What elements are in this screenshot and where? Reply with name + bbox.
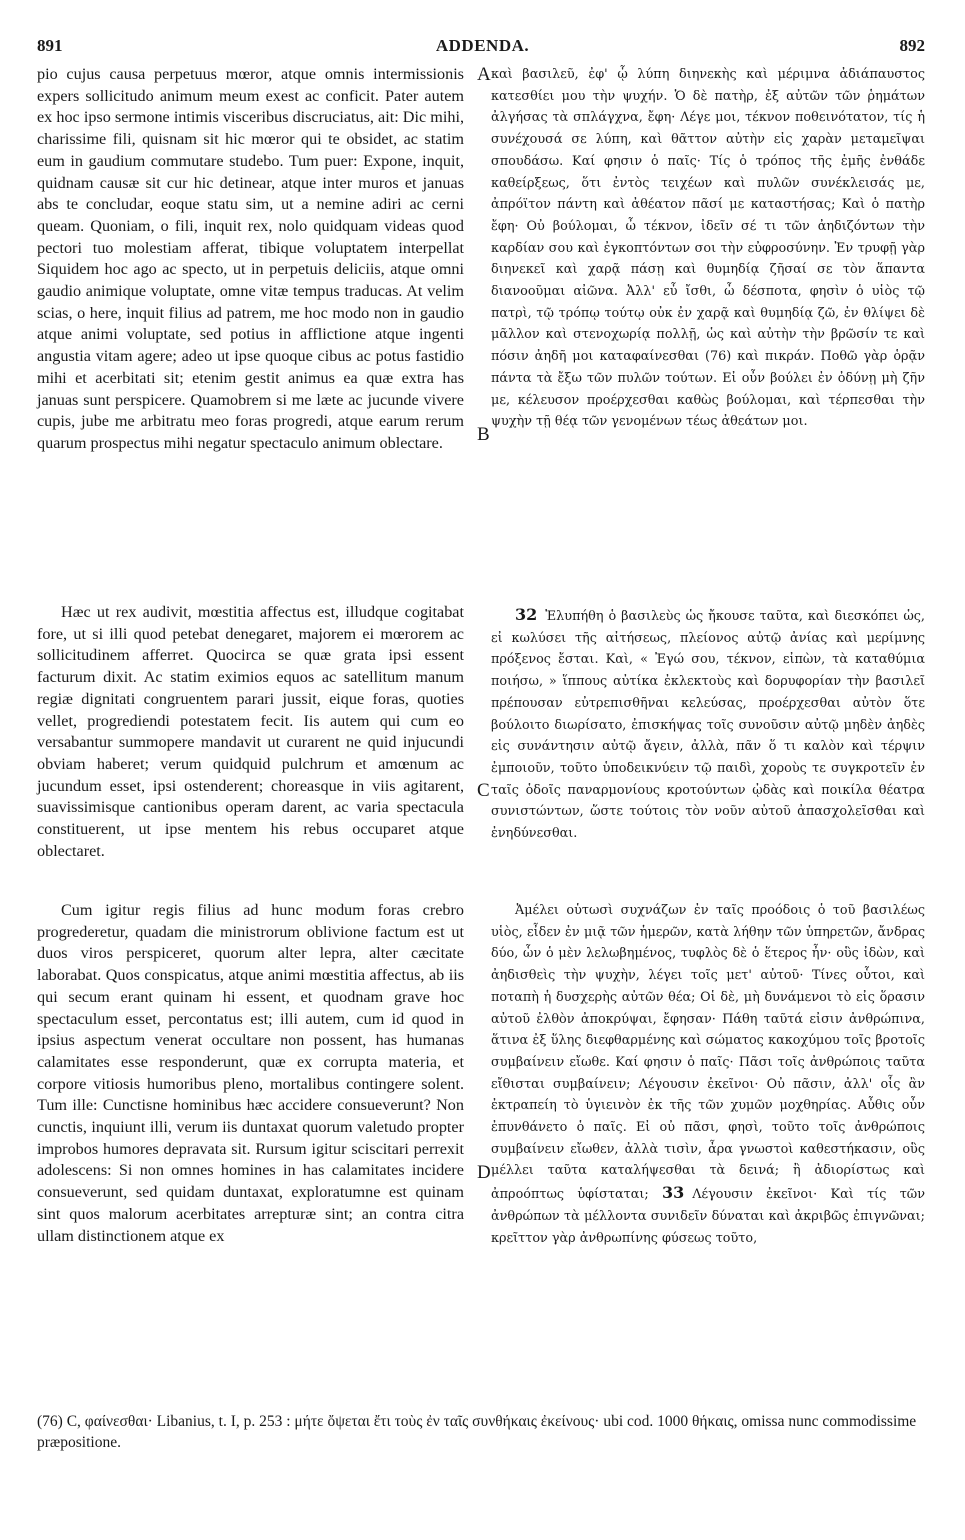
margin-letter-b: B [477,424,490,445]
latin-block-3 [37,900,464,1247]
margin-letter-d: D [477,1162,491,1183]
greek-paragraph-3: Ἀμέλει οὑτωσὶ συχνάζων ἐν ταῖς προόδοις ὁ τοῦ βασιλέως υἱὸς, εἶδεν ἐν μιᾷ τῶν ἡμερῶν, κατὰ λήθην τῶν ὑπηρετῶν, ἄνδρας δύο, ὧν ὁ μὲν λελωβημένος, τυφλὸς δὲ ὁ ἕτερος ἦν· οὓς ἰδὼν, καὶ ἀηδισθεὶς τὴν ψυχὴν, λέγει τοῖς μετ' αὐτοῦ· Τίνες οὗτοι, καὶ ποταπὴ ἡ δυσχερὴς αὐτῶν θέα; Οἱ δὲ, μὴ δυνάμενοι τὸ εἰς ὅρασιν αὐτοῦ ἐλθὸν ἀποκρύψαι, ἔφησαν· Πάθη ταῦτά εἰσιν ἀνθρώπινα, ἅτινα ἐξ ὕλης διεφθαρμένης καὶ σώματος κακοχύμου τοῖς βροτοῖς συμβαίνειν εἴωθε. Καί φησιν ὁ παῖς· Πᾶσι τοῖς ἀνθρώποις ταῦτα εἴθισται συμβαίνειν; Λέγουσιν ἐκεῖνοι· Οὐ πᾶσιν, ἀλλ' οἷς ἂν ἐκτραπείη τὸ ὑγιεινὸν ἐκ τῆς τῶν χυμῶν μοχθηρίας. Αὖθις οὖν ἐπυνθάνετο ὁ παῖς. Εἰ οὐ πᾶσι, φησὶ, τοῦτο τοῖς ἀνθρώποις συμβαίνειν εἴωθεν, ἀλλὰ τισὶν, ἆρα γνωστοὶ καθεστήκασιν, οὓς μέλλει ταῦτα καταλήψεσθαι τὰ δεινά; ἢ ἀδιορίστως καὶ ἀπροόπτως ὑφίσταται; [491,903,925,1203]
page-header [0,36,965,62]
greek-block-1 [491,64,925,433]
section-number-32: 32 [515,605,538,624]
margin-letter-a: A [477,64,491,85]
page-number-left: 891 [37,36,63,55]
greek-paragraph-1: καὶ βασιλεῦ, ἐφ' ᾧ λύπη διηνεκὴς καὶ μέριμνα ἀδιάπαυστος κατεσθίει μου τὴν ψυχήν. Ὁ δὲ πατὴρ, ἐξ αὐτῶν τῶν ῥημάτων ἀλγήσας τὰ σπλάγχνα, ἔφη· Λέγε μοι, τέκνον ποθεινότατον, τίς ἡ συνέχουσά σε λύπη, καὶ θᾶττον αὐτὴν εἰς χαρὰν μεταμεῖψαι σπουδάσω. Καί φησιν ὁ παῖς· Τίς ὁ τρόπος τῆς ἐμῆς ἐνθάδε καθείρξεως, ὅτι ἐντὸς τειχέων καὶ πυλῶν συνέκλεισάς με, ἀπρόϊτον πάντη καὶ ἀθέατον πᾶσί με καταστήσας; Καὶ ὁ πατὴρ ἔφη· Οὐ βούλομαι, ὦ τέκνον, ἰδεῖν σέ τι τῶν ἀηδιζόντων τὴν καρδίαν σου καὶ ἐγκοπτόντων σοι τὴν εὐφροσύνην. Ἐν τρυφῇ γὰρ διηνεκεῖ καὶ χαρᾷ πάσῃ καὶ θυμηδίᾳ ζῆσαί σε τὸν ἅπαντα διανοοῦμαι αἰῶνα. Ἀλλ' εὖ ἴσθι, ὦ δέσποτα, φησὶν ὁ υἱὸς τῷ πατρὶ, τῷ τρόπῳ τούτῳ οὐκ ἐν χαρᾷ καὶ θυμηδίᾳ ζῶ, ἐν θλίψει δὲ μᾶλλον καὶ στενοχωρίᾳ πολλῇ, ὡς καὶ αὐτὴν τὴν βρῶσίν τε καὶ πόσιν ἀηδῆ μοι καταφαίνεσθαι (76) καὶ πικράν. Ποθῶ γὰρ ὁρᾷν πάντα τὰ ἔξω τῶν πυλῶν τούτων. Εἰ οὖν βούλει ἐν ὀδύνῃ μὴ ζῆν με, κέλευσον προέρχεσθαι καθὼς βούλομαι, καὶ τέρπεσθαι τὴν ψυχὴν τῇ θέᾳ τῶν γενομένων τέως ἀθεάτων μοι. [491,67,925,430]
latin-paragraph-2: Hæc ut rex audivit, mœstitia affectus est, illudque cogitabat fore, ut si illi quod petebat denegaret, majorem ei mœrorem ac sollicitudinem afferret. Quocirca se quæ grata ipsi essent facturum dixit. Ac statim eximios equos ac satellitum manum regiæ dignitati congruentem parari jussit, eique foras, quoties vellet, progrediendi potestatem fecit. Iis autem qui cum eo versabantur summopere mandavit ut curarent ne quid injucundi obviam haberet; verum quidquid pulchrum et amœnum ac jucundum esset, ipsi ostenderent; choreasque in viis agitarent, suavissimisque cantionibus operam darent, ac varia spectacula constituerent, ut ipse mentem his rebus occuparet atque oblectaret. [37,603,464,860]
latin-paragraph-1: pio cujus causa perpetuus mœror, atque omnis intermissionis expers sollicitudo animum meum exest ac conficit. Pater autem ex hoc ipso sermone intimis visceribus discruciatus, ait: Dic mihi, charissime fili, quisnam sit hic mœror qui te obsidet, ac statim eum in gaudium commutare studebo. Tum puer: Expone, inquit, quidnam causæ sit cur hic detinear, atque inter muros et januas abs te concludar, eoque statu sim, ut a nemine adiri ac cerni queam. Quoniam, o fili, inquit rex, nolo quidquam videas quod pectori tuo molestiam afferat, tibique voluptatem interpellat Siquidem hoc ago ac specto, ut in perpetuis deliciis, atque omni gaudio animique voluptate, omne vitæ tempus traducas. At velim scias, o here, inquit filius ad patrem, me hoc modo non in gaudio atque animi voluptate, sed potius in afflictione atque ingenti angustia vitam agere; adeo ut ipse quoque cibus ac potus fastidio mihi et acerbitati sit; etenim gestit animus ea quæ extra has januas sunt perspicere. Quamobrem si me læte ac jucunde vivere cupis, jube me arbitratu meo foras progredi, atque earum rerum quarum prospectus mihi negatur spectaculo animum oblectare. [37,65,464,452]
section-number-33: 33 [662,1183,685,1203]
greek-paragraph-3-cont: Λέγουσιν ἐκεῖνοι· Καὶ τίς τῶν ἀνθρώπων τὰ μέλλοντα συνιδεῖν δύναται καὶ ἀκριβῶς ἐπιγνῶναι; κρεῖττον γὰρ ἀνθρωπίνης φύσεως τοῦτο, [491,1187,925,1246]
latin-block-2 [37,602,464,862]
latin-paragraph-3: Cum igitur regis filius ad hunc modum foras crebro progrederetur, quadam die ministrorum oblivione factum est ut duos viros perspiceret, quorum alter lepra, alter cæcitate laborabat. Quos conspicatus, atque animi mœstitia affectus, ab iis qui secum erant quinam hi essent, et quodnam grave hoc spectaculum esset, percontatus est; illi autem, cum id quod in ipsius aspectum venerat occultare non possent, has humanas calamitates esse responderunt, quæ ex corrupta materia, et corpore vitiosis humoribus pleno, mortalibus contingere solent. Tum ille: Cunctisne hominibus hæc accidere consueverunt? Non cunctis, inquiunt illi, verum iis duntaxat quorum valetudo propter improbos humores depravata sit. Rursum igitur sciscitari perrexit adolescens: Si non omnes homines in has calamitates incidere consueverunt, sed quidam duntaxat, exploratumne est quinam sint quos malorum acerbitates arrepturæ sint; an contra citra ullam distinctionem atque ex [37,901,464,1245]
greek-block-2 [491,604,925,845]
greek-block-3 [491,900,925,1249]
page-number-right: 892 [899,36,925,55]
greek-paragraph-2: Ἐλυπήθη ὁ βασιλεὺς ὡς ἤκουσε ταῦτα, καὶ διεσκόπει ὡς, εἰ κωλύσει τῆς αἰτήσεως, πλείονος αὐτῷ ἀνίας καὶ μερίμνης πρόξενος ἔσται. Καὶ, « Ἐγώ σου, τέκνον, εἰπὼν, τὰ καταθύμια ποιήσω, » ἵππους αὐτίκα ἐκλεκτοὺς καὶ δορυφορίαν τὴν βασιλεῖ πρέπουσαν εὐτρεπισθῆναι κελεύσας, προέρχεσθαι αὐτὸν ὅτε βούλοιτο διωρίσατο, ἐπισκήψας τοῖς συνοῦσιν αὐτῷ μηδὲν ἀηδὲς εἰς συνάντησιν αὐτῷ ἄγειν, ἀλλὰ, πᾶν ὅ τι καλὸν καὶ τέρψιν ἐμποιοῦν, τοῦτο ὑποδεικνύειν τῷ παιδὶ, χοροὺς τε συγκροτεῖν ἐν ταῖς ὁδοῖς παναρμονίους κροτούντων ᾠδὰς καὶ ποικίλα θέατρα συνιστώντων, ὥστε τούτοις τὸν νοῦν αὐτοῦ ἀπασχολεῖσθαι καὶ ἐνηδύνεσθαι. [491,609,925,842]
footnote-76: (76) C, φαίνεσθαι· Libanius, t. I, p. 253 : μήτε ὄψεται ἔτι τοὺς ἐν ταῖς συνθήκαις ἐκείνους· ubi cod. 1000 θήκαις, omissa nunc commodissime præpositione. [37,1413,917,1451]
footnote [37,1411,927,1453]
margin-letter-c: C [477,780,490,801]
latin-block-1 [37,64,464,455]
running-title: ADDENDA. [435,36,530,55]
